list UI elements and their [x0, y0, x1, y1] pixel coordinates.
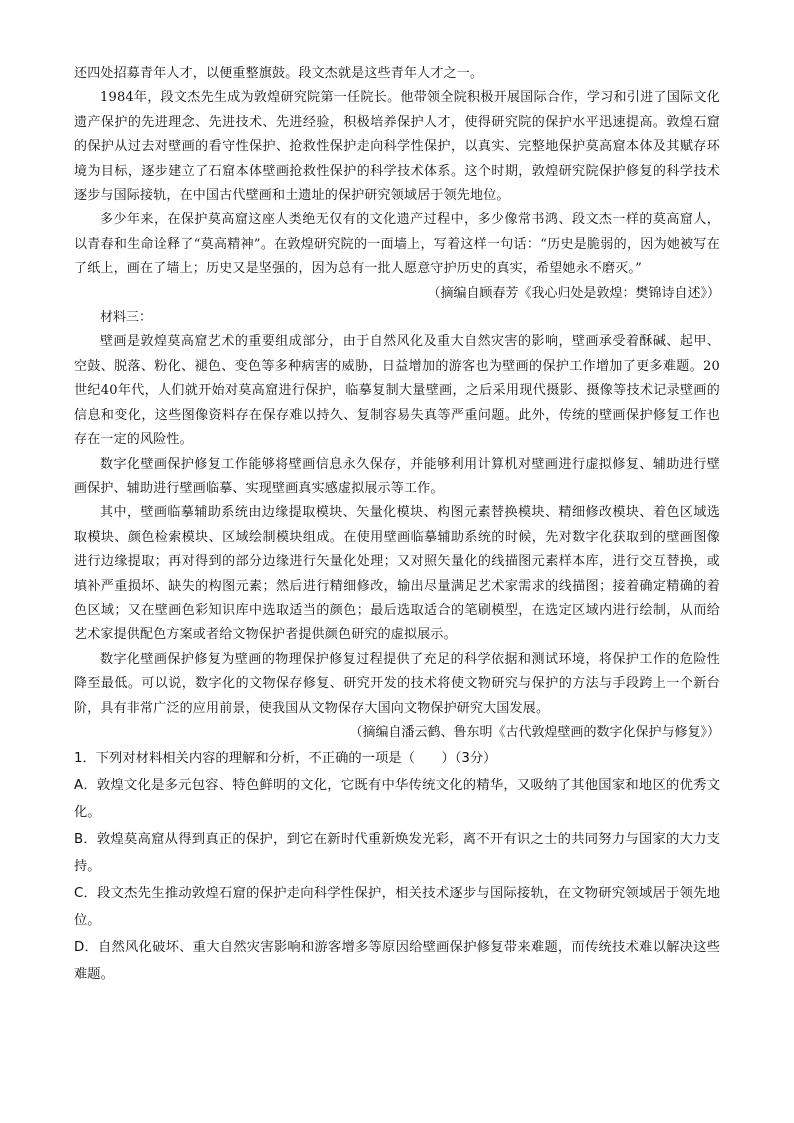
paragraph-murals-threats: 壁画是敦煌莫高窟艺术的重要组成部分，由于自然风化及重大自然灾害的影响，壁画承受着酥碱、起甲、空鼓、脱落、粉化、褪色、变色等多种病害的威胁，日益增加的游客也为壁画的保护工作增加了更多难题。20世纪40年代，人们就开始对莫高窟进行保护，临摹复制大量壁画，之后采用现代摄影、摄像等技术记录壁画的信息和变化，这些图像资料存在保存难以持久、复制容易失真等严重问题。此外，传统的壁画保护修复工作也存在一定的风险性。 — [74, 334, 720, 448]
question-block — [74, 745, 720, 988]
paragraph-copy-assist-system: 其中，壁画临摹辅助系统由边缘提取模块、矢量化模块、构图元素替换模块、精细修改模块、着色区域选取模块、颜色检索模块、区域绘制模块组成。在使用壁画临摹辅助系统的时候，先对数字化获取到的壁画图像进行边缘提取；再对得到的部分边缘进行矢量化处理；又对照矢量化的线描图元素样本库，进行交互替换，或填补严重损坏、缺失的构图元素；然后进行精细修改，输出尽量满足艺术家需求的线描图；接着确定精确的着色区域；又在壁画色彩知识库中选取适当的颜色；最后选取适合的笔刷模型，在选定区域内进行绘制，从而给艺术家提供配色方案或者给文物保护者提供颜色研究的虚拟展示。 — [74, 505, 720, 643]
document-page — [74, 62, 720, 988]
question-option-c[interactable]: C．段文杰先生推动敦煌石窟的保护走向科学性保护，相关技术逐步与国际接轨，在文物研究领域居于领先地位。 — [74, 886, 720, 929]
question-option-b[interactable]: B．敦煌莫高窟从得到真正的保护，到它在新时代重新焕发光彩，离不开有识之士的共同努力与国家的大力支持。 — [74, 832, 720, 875]
paragraph-continuation: 还四处招募青年人才，以便重整旗鼓。段文杰就是这些青年人才之一。 — [74, 66, 484, 81]
paragraph-mogao-spirit: 多少年来，在保护莫高窟这座人类绝无仅有的文化遗产过程中，多少像常书鸿、段文杰一样的莫高窟人，以青春和生命诠释了“莫高精神”。在敦煌研究院的一面墙上，写着这样一句话：“历史是脆弱的，因为她被写在了纸上，画在了墙上；历史又是坚强的，因为总有一批人愿意守护历史的真实，希望她永不磨灭。” — [74, 212, 720, 277]
question-stem: 1．下列对材料相关内容的理解和分析，不正确的一项是（ ）（3分） — [74, 751, 497, 767]
source-citation-material-3: （摘编自潘云鹤、鲁东明《古代敦煌壁画的数字化保护与修复》） — [349, 724, 720, 740]
material-3-heading: 材料三： — [100, 310, 153, 326]
question-option-a[interactable]: A．敦煌文化是多元包容、特色鲜明的文化，它既有中华传统文化的精华，又吸纳了其他国家和地区的优秀文化。 — [74, 778, 720, 821]
paragraph-duan-wenjie: 1984年，段文杰先生成为敦煌研究院第一任院长。他带领全院积极开展国际合作，学习和引进了国际文化遗产保护的先进理念、先进技术、先进经验，积极培养保护人才，使得研究院的保护水平迅速提高。敦煌石窟的保护从过去对壁画的看守性保护、抢救性保护走向科学性保护，以真实、完整地保护莫高窟本体及其赋存环境为目标，逐步建立了石窟本体壁画抢救性保护的科学技术体系。这个时期，敦煌研究院保护修复的科学技术逐步与国际接轨，在中国古代壁画和土遗址的保护研究领域居于领先地位。 — [74, 90, 720, 204]
question-option-d[interactable]: D．自然风化破坏、重大自然灾害影响和游客增多等原因给壁画保护修复带来难题，而传统技术难以解决这些难题。 — [74, 940, 720, 983]
paragraph-digital-significance: 数字化壁画保护修复为壁画的物理保护修复过程提供了充足的科学依据和测试环境，将保护工作的危险性降至最低。可以说，数字化的文物保存修复、研究开发的技术将使文物研究与保护的方法与手段跨上一个新台阶，具有非常广泛的应用前景，使我国从文物保存大国向文物保护研究大国发展。 — [74, 651, 720, 716]
paragraph-digital-restoration: 数字化壁画保护修复工作能够将壁画信息永久保存，并能够利用计算机对壁画进行虚拟修复、辅助进行壁画保护、辅助进行壁画临摹、实现壁画真实感虚拟展示等工作。 — [74, 456, 720, 496]
source-citation-material-2: （摘编自顾春芳《我心归处是敦煌：樊锦诗自述》） — [427, 285, 720, 301]
